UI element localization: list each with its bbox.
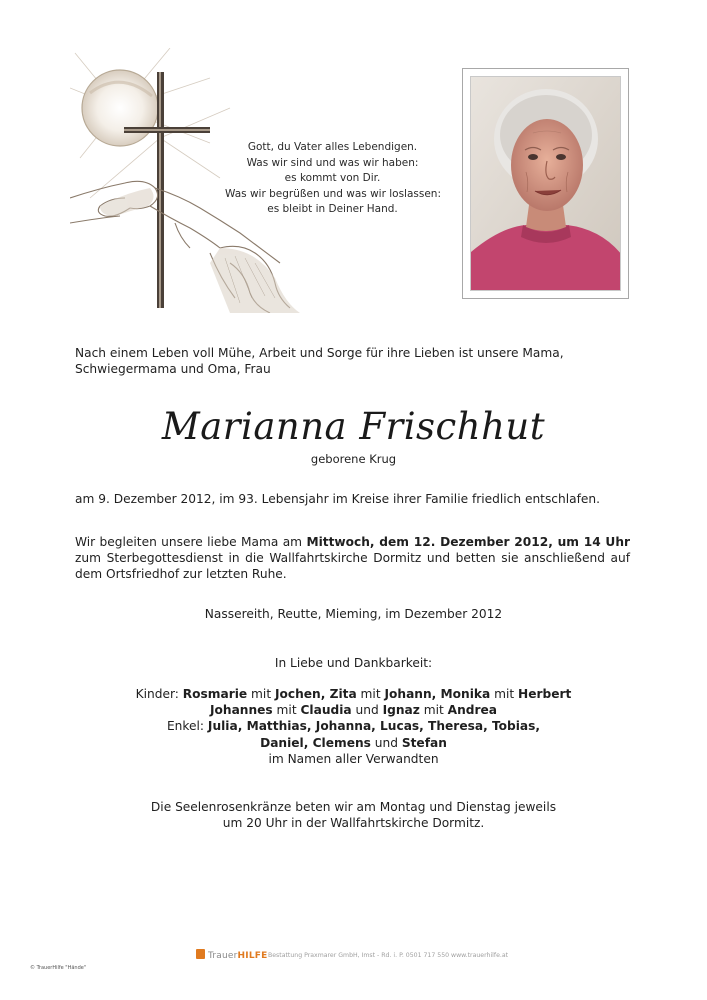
connector: mit <box>356 687 385 701</box>
service-text-part: zum Sterbegottesdienst in die Wallfahrtskirche Dormitz und betten sie anschließend auf dem Ortsfriedhof zur letzten Ruhe. <box>75 551 630 582</box>
family-member: Jochen, Zita <box>274 687 357 701</box>
funeral-service-text <box>75 534 630 583</box>
grandchildren-line-1 <box>0 718 707 734</box>
family-member: Stefan <box>401 735 447 750</box>
portrait-photo <box>470 76 621 291</box>
family-member: Herbert <box>518 687 572 701</box>
logo-mark-icon <box>196 949 205 959</box>
family-member: Daniel, Clemens <box>260 735 371 750</box>
portrait-photo-frame <box>462 68 629 299</box>
children-line-1 <box>0 686 707 702</box>
connector: mit <box>247 687 275 701</box>
place-and-date: Nassereith, Reutte, Mieming, im Dezember 2012 <box>204 607 503 621</box>
footer-company-info: Bestattung Praxmarer GmbH, Imst - Rd. i. P. 0501 717 550 www.trauerhilfe.at <box>268 952 509 959</box>
family-member: Johann, Monika <box>384 687 491 701</box>
rosary-line: um 20 Uhr in der Wallfahrtskirche Dormitz. <box>222 816 485 831</box>
poem-line: Gott, du Vater alles Lebendigen. <box>247 141 418 153</box>
maiden-name: geborene Krug <box>310 452 397 466</box>
poem-line: es kommt von Dir. <box>284 172 381 185</box>
deceased-name: Marianna Frischhut <box>161 405 546 448</box>
connector: und <box>351 703 383 718</box>
family-member: Claudia <box>300 703 352 718</box>
trauerhilfe-logo <box>196 949 267 961</box>
intro-text: Nach einem Leben voll Mühe, Arbeit und Sorge für ihre Lieben ist unsere Mama, Schwiegermama und Oma, Frau <box>75 346 564 377</box>
enkel-label: Enkel: <box>166 719 208 734</box>
connector: mit <box>490 687 518 701</box>
family-member: Johannes <box>210 703 273 718</box>
poem-line: es bleibt in Deiner Hand. <box>267 203 398 216</box>
relatives-line: im Namen aller Verwandten <box>268 751 439 766</box>
poem-line: Was wir sind und was wir haben: <box>246 156 419 169</box>
poem <box>225 140 440 218</box>
poem-line: Was wir begrüßen und was wir loslassen: <box>225 187 441 200</box>
connector: mit <box>419 703 448 718</box>
family-member: Ignaz <box>382 703 420 718</box>
family-list <box>0 686 707 767</box>
connector: mit <box>272 703 301 718</box>
connector: und <box>370 735 402 750</box>
rosary-line: Die Seelenrosenkränze beten wir am Montag und Dienstag jeweils <box>150 800 557 814</box>
copyright-note: © TrauerHilfe "Hände" <box>30 965 87 971</box>
children-line-2 <box>0 702 707 718</box>
grandchildren-line-2 <box>0 735 707 751</box>
kinder-label: Kinder: <box>135 687 183 701</box>
death-notice: am 9. Dezember 2012, im 93. Lebensjahr im Kreise ihrer Familie friedlich entschlafen. <box>75 492 600 506</box>
family-member: Julia, Matthias, Johanna, Lucas, Theresa, Tobias, <box>207 719 541 734</box>
rosary-notice <box>0 799 707 831</box>
family-member: Rosmarie <box>182 687 248 701</box>
service-text-part: Wir begleiten unsere liebe Mama am <box>75 535 307 549</box>
family-member: Andrea <box>447 703 497 718</box>
logo-trauer: Trauer <box>208 951 238 961</box>
service-date: Mittwoch, dem 12. Dezember 2012, um 14 Uhr <box>306 535 631 549</box>
gratitude-line: In Liebe und Dankbarkeit: <box>274 656 433 670</box>
logo-hilfe: HILFE <box>237 951 268 961</box>
